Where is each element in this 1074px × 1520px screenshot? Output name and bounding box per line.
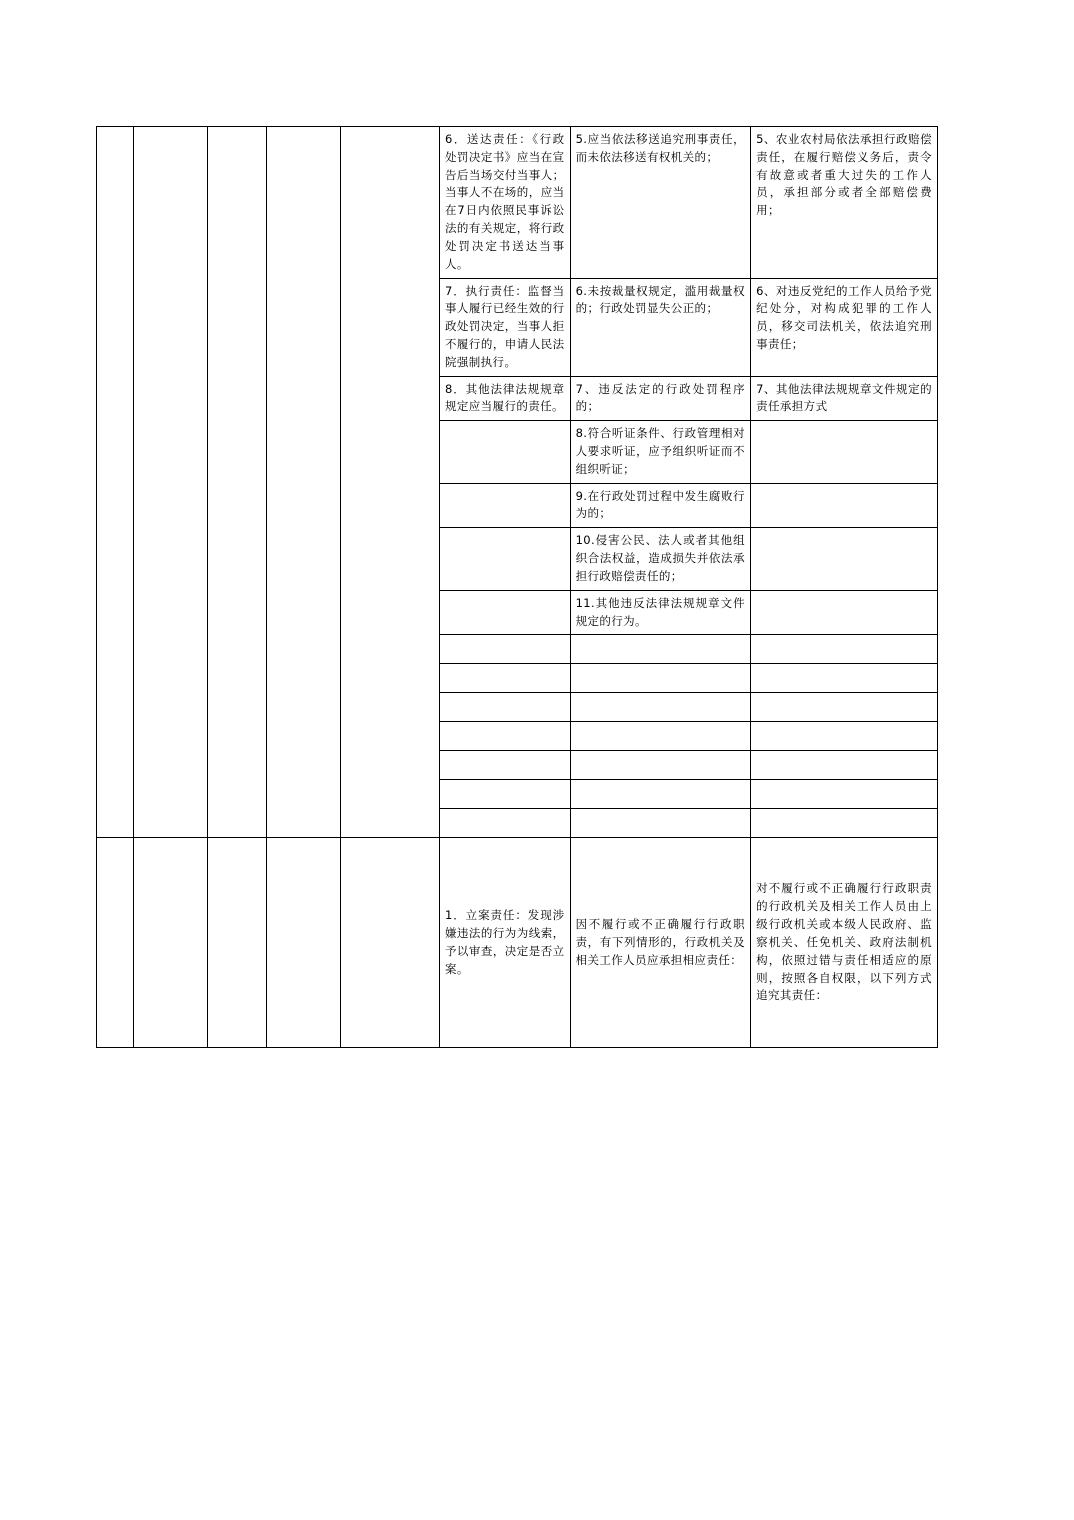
cell-accountability-3: 7、其他法律法规规章文件规定的责任承担方式: [751, 376, 938, 421]
cell-duty-6: [439, 528, 570, 590]
cell-col2-blank-final: [134, 838, 208, 1048]
cell-blank: [751, 693, 938, 722]
cell-blank: [570, 664, 751, 693]
cell-col5-blank-final: [341, 838, 440, 1048]
table-body: [97, 127, 938, 1048]
cell-blank: [751, 664, 938, 693]
cell-blank: [751, 722, 938, 751]
cell-col2-blank: [134, 127, 208, 838]
cell-fault-3: 7、违反法定的行政处罚程序的；: [570, 376, 751, 421]
cell-blank: [570, 751, 751, 780]
cell-fault-final: 因不履行或不正确履行行政职责，有下列情形的，行政机关及相关工作人员应承担相应责任：: [570, 838, 751, 1048]
cell-duty-4: [439, 421, 570, 483]
cell-accountability-final: 对不履行或不正确履行行政职责的行政机关及相关工作人员由上级行政机关或本级人民政府、监察机关、任免机关、政府法制机构，依照过错与责任相适应的原则，按照各自权限，以下列方式追究其责任：: [751, 838, 938, 1048]
cell-blank: [751, 635, 938, 664]
cell-duty-7: [439, 590, 570, 635]
cell-col4-blank-final: [266, 838, 340, 1048]
cell-blank: [570, 693, 751, 722]
cell-blank: [439, 751, 570, 780]
cell-blank: [751, 780, 938, 809]
cell-fault-7: 11.其他违反法律法规规章文件规定的行为。: [570, 590, 751, 635]
cell-duty-5: [439, 483, 570, 528]
cell-accountability-1: 5、农业农村局依法承担行政赔偿责任，在履行赔偿义务后，责令有故意或者重大过失的工作人员，承担部分或者全部赔偿费用；: [751, 127, 938, 279]
cell-blank: [570, 780, 751, 809]
cell-accountability-4: [751, 421, 938, 483]
cell-blank: [570, 635, 751, 664]
cell-fault-1: 5.应当依法移送追究刑事责任，而未依法移送有权机关的；: [570, 127, 751, 279]
cell-blank: [570, 722, 751, 751]
cell-fault-5: 9.在行政处罚过程中发生腐败行为的；: [570, 483, 751, 528]
responsibility-table: [96, 126, 938, 1048]
cell-blank: [439, 809, 570, 838]
cell-col4-blank: [266, 127, 340, 838]
cell-col1-blank-final: [97, 838, 134, 1048]
cell-blank: [439, 635, 570, 664]
cell-duty-3: 8．其他法律法规规章规定应当履行的责任。: [439, 376, 570, 421]
cell-blank: [439, 664, 570, 693]
cell-col5-blank: [341, 127, 440, 838]
cell-fault-6: 10.侵害公民、法人或者其他组织合法权益，造成损失并依法承担行政赔偿责任的；: [570, 528, 751, 590]
cell-blank: [751, 809, 938, 838]
cell-accountability-2: 6、对违反党纪的工作人员给予党纪处分，对构成犯罪的工作人员，移交司法机关，依法追究刑事责任；: [751, 278, 938, 376]
cell-duty-2: 7．执行责任：监督当事人履行已经生效的行政处罚决定，当事人拒不履行的，申请人民法院强制执行。: [439, 278, 570, 376]
cell-duty-final: 1．立案责任：发现涉嫌违法的行为为线索，予以审查，决定是否立案。: [439, 838, 570, 1048]
cell-fault-4: 8.符合听证条件、行政管理相对人要求听证，应予组织听证而不组织听证；: [570, 421, 751, 483]
cell-blank: [439, 693, 570, 722]
cell-accountability-7: [751, 590, 938, 635]
cell-blank: [439, 722, 570, 751]
cell-accountability-6: [751, 528, 938, 590]
cell-duty-1: 6．送达责任：《行政处罚决定书》应当在宣告后当场交付当事人；当事人不在场的，应当在7日内依照民事诉讼法的有关规定，将行政处罚决定书送达当事人。: [439, 127, 570, 279]
cell-blank: [439, 780, 570, 809]
table-row-final: [97, 838, 938, 1048]
cell-blank: [570, 809, 751, 838]
cell-blank: [751, 751, 938, 780]
cell-col1-blank: [97, 127, 134, 838]
cell-col3-blank-final: [208, 838, 266, 1048]
cell-fault-2: 6.未按裁量权规定，滥用裁量权的；行政处罚显失公正的；: [570, 278, 751, 376]
cell-col3-blank: [208, 127, 266, 838]
cell-accountability-5: [751, 483, 938, 528]
table-row: [97, 127, 938, 279]
